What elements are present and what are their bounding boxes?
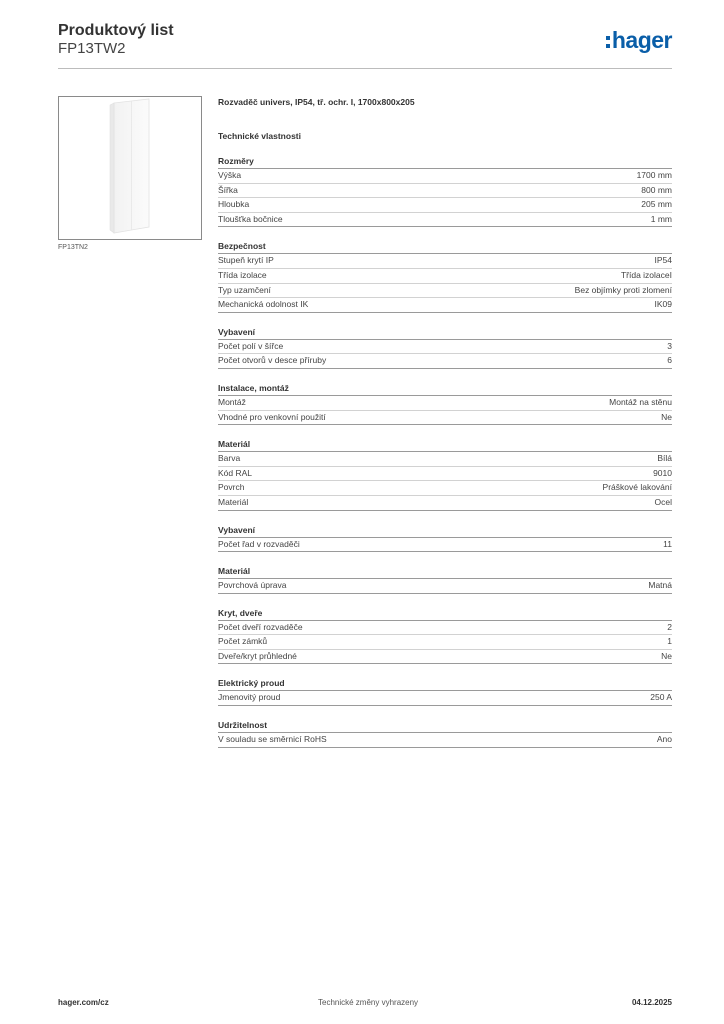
spec-label: Mechanická odolnost IK — [218, 299, 309, 310]
spec-label: Počet otvorů v desce příruby — [218, 355, 327, 366]
spec-value: 1 mm — [650, 213, 672, 224]
spec-value: Bílá — [657, 453, 672, 464]
spec-value: 2 — [667, 621, 672, 632]
spec-value: Třída izolaceI — [620, 269, 672, 280]
spec-value: Práškové lakování — [602, 482, 672, 493]
spec-row — [218, 635, 672, 650]
spec-value: Ano — [656, 734, 672, 745]
section-title: Kryt, dveře — [218, 607, 672, 621]
spec-row — [218, 169, 672, 184]
spec-sections — [218, 155, 672, 748]
spec-value: 3 — [667, 340, 672, 351]
logo-text: hager — [611, 27, 672, 53]
spec-row — [218, 538, 672, 553]
product-description: Rozvaděč univers, IP54, tř. ochr. I, 1700x800x205 — [218, 97, 415, 107]
spec-label: Tloušťka bočnice — [218, 213, 283, 224]
hager-logo[interactable] — [606, 27, 672, 53]
spec-section — [218, 382, 672, 425]
spec-value: 11 — [663, 538, 672, 549]
spec-value: 9010 — [653, 467, 672, 478]
spec-row — [218, 396, 672, 411]
spec-label: Počet polí v šířce — [218, 340, 284, 351]
spec-row — [218, 254, 672, 269]
section-title: Materiál — [218, 565, 672, 579]
spec-section — [218, 565, 672, 594]
spec-value: 1 — [667, 636, 672, 647]
logo-dots-icon — [606, 36, 610, 48]
spec-value: Ne — [661, 650, 672, 661]
spec-row — [218, 579, 672, 594]
spec-label: Jmenovitý proud — [218, 692, 281, 703]
spec-heading: Technické vlastnosti — [218, 131, 301, 141]
spec-label: Šířka — [218, 184, 238, 195]
spec-label: Montáž — [218, 396, 246, 407]
spec-label: Vhodné pro venkovní použití — [218, 411, 326, 422]
spec-row — [218, 213, 672, 228]
spec-row — [218, 467, 672, 482]
spec-row — [218, 340, 672, 355]
spec-value: IK09 — [654, 299, 672, 310]
product-code: FP13TW2 — [58, 40, 126, 57]
spec-content — [218, 96, 672, 748]
product-image — [58, 96, 202, 240]
image-caption: FP13TN2 — [58, 244, 88, 251]
section-title: Instalace, montáž — [218, 382, 672, 396]
section-title: Elektrický proud — [218, 677, 672, 691]
spec-row — [218, 269, 672, 284]
spec-value: 800 mm — [641, 184, 672, 195]
spec-row — [218, 284, 672, 299]
section-title: Udržitelnost — [218, 719, 672, 733]
spec-row — [218, 621, 672, 636]
spec-label: Výška — [218, 170, 242, 180]
page-title: Produktový list — [58, 22, 174, 39]
spec-row — [218, 481, 672, 496]
spec-label: Dveře/kryt průhledné — [218, 650, 297, 661]
footer-note: Technické změny vyhrazeny — [318, 998, 419, 1007]
spec-label: Třída izolace — [218, 269, 267, 280]
spec-value: Ocel — [654, 496, 672, 507]
section-title: Rozměry — [218, 155, 672, 169]
spec-row — [218, 298, 672, 313]
spec-label: Počet řad v rozvaděči — [218, 538, 300, 549]
spec-row — [218, 650, 672, 665]
cabinet-illustration-icon — [59, 97, 201, 239]
spec-label: Počet zámků — [218, 636, 268, 647]
spec-value: 205 mm — [641, 199, 672, 210]
spec-section — [218, 677, 672, 706]
spec-label: Typ uzamčení — [218, 284, 271, 295]
spec-section — [218, 719, 672, 748]
spec-row — [218, 184, 672, 199]
spec-label: Barva — [218, 453, 241, 464]
footer-date: 04.12.2025 — [631, 998, 672, 1007]
spec-section — [218, 438, 672, 510]
spec-section — [218, 240, 672, 312]
spec-row — [218, 691, 672, 706]
spec-label: Povrch — [218, 482, 245, 493]
spec-value: Matná — [648, 580, 672, 591]
spec-label: Stupeň krytí IP — [218, 255, 274, 266]
spec-value: IP54 — [654, 255, 672, 266]
spec-section — [218, 155, 672, 227]
spec-section — [218, 524, 672, 553]
section-title: Bezpečnost — [218, 240, 672, 254]
spec-label: V souladu se směrnicí RoHS — [218, 734, 327, 745]
page-header — [58, 21, 672, 69]
section-title: Materiál — [218, 438, 672, 452]
spec-value: 1700 mm — [636, 170, 672, 180]
spec-row — [218, 733, 672, 748]
spec-row — [218, 198, 672, 213]
spec-section — [218, 326, 672, 369]
spec-value: Bez objímky proti zlomení — [574, 284, 672, 295]
spec-value: 250 A — [650, 692, 672, 703]
spec-value: Ne — [661, 411, 672, 422]
spec-row — [218, 354, 672, 369]
section-title: Vybavení — [218, 326, 672, 340]
spec-row — [218, 411, 672, 426]
spec-section — [218, 607, 672, 665]
spec-value: 6 — [667, 355, 672, 366]
spec-value: Montáž na stěnu — [609, 396, 672, 407]
spec-label: Počet dveří rozvaděče — [218, 621, 303, 632]
footer-url-link[interactable]: hager.com/cz — [58, 998, 109, 1007]
spec-row — [218, 496, 672, 511]
spec-label: Materiál — [218, 496, 249, 507]
spec-label: Hloubka — [218, 199, 250, 210]
spec-label: Povrchová úprava — [218, 580, 287, 591]
spec-label: Kód RAL — [218, 467, 253, 478]
spec-row — [218, 452, 672, 467]
section-title: Vybavení — [218, 524, 672, 538]
